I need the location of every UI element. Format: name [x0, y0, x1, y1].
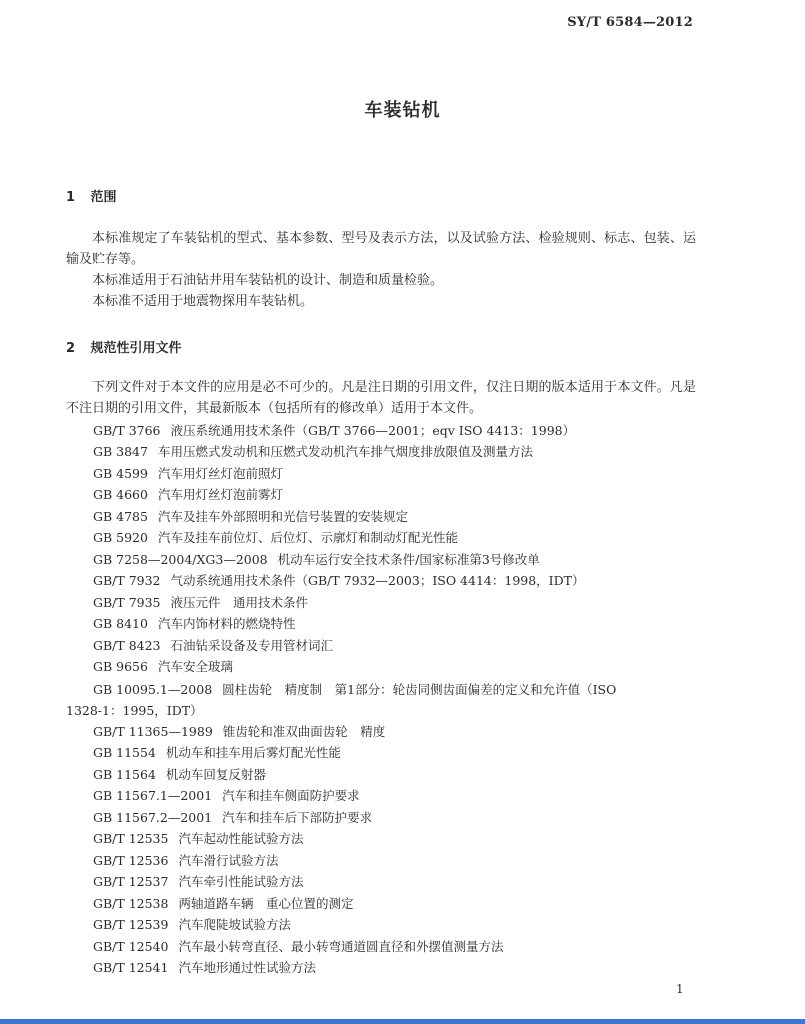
reference-continuation: 1328-1：1995，IDT） [66, 703, 203, 718]
reference-item [93, 937, 503, 955]
reference-item [93, 722, 385, 740]
reference-code: GB/T 12536 [93, 853, 169, 868]
reference-title: 汽车最小转弯直径、最小转弯通道圆直径和外摆值测量方法 [178, 939, 504, 954]
reference-code: GB 5920 [93, 530, 148, 545]
scope-paragraph-1: 本标准规定了车装钻机的型式、基本参数、型号及表示方法，以及试验方法、检验规则、标志、包装、运输及贮存等。 [66, 231, 696, 267]
reference-title: 两轴道路车辆 重心位置的测定 [178, 896, 354, 911]
reference-code: GB/T 12537 [93, 874, 169, 889]
page-number: 1 [676, 982, 684, 996]
reference-title: 车用压燃式发动机和压燃式发动机汽车排气烟度排放限值及测量方法 [157, 444, 533, 459]
reference-code: GB 11564 [93, 767, 156, 782]
section-title: 规范性引用文件 [90, 341, 182, 356]
reference-code: GB/T 7932 [93, 573, 161, 588]
reference-item [93, 786, 360, 804]
reference-title: 机动车回复反射器 [165, 767, 266, 782]
reference-item [93, 872, 303, 890]
reference-title: 汽车安全玻璃 [157, 659, 233, 674]
reference-title: 汽车及挂车前位灯、后位灯、示廓灯和制动灯配光性能 [157, 530, 458, 545]
reference-title: 汽车牵引性能试验方法 [178, 874, 304, 889]
reference-item [93, 765, 266, 783]
references-intro: 下列文件对于本文件的应用是必不可少的。凡是注日期的引用文件，仅注日期的版本适用于本文件。凡是不注日期的引用文件，其最新版本（包括所有的修改单）适用于本文件。 [66, 380, 696, 416]
scope-paragraph-2: 本标准适用于石油钻井用车装钻机的设计、制造和质量检验。 [92, 273, 444, 288]
section-title: 范围 [90, 190, 117, 205]
reference-title: 汽车内饰材料的燃烧特性 [157, 616, 296, 631]
reference-item [93, 571, 584, 589]
reference-title: 汽车和挂车后下部防护要求 [222, 810, 373, 825]
reference-item [93, 657, 233, 675]
reference-code: GB 7258—2004/XG3—2008 [93, 552, 268, 567]
reference-title: 汽车用灯丝灯泡前雾灯 [157, 487, 283, 502]
reference-title: 机动车运行安全技术条件/国家标准第3号修改单 [277, 552, 540, 567]
reference-code: GB 4785 [93, 509, 148, 524]
reference-code: GB/T 12535 [93, 831, 169, 846]
section-2-heading [66, 337, 182, 356]
reference-title: 汽车爬陡坡试验方法 [178, 917, 291, 932]
reference-code: GB 10095.1—2008 [93, 682, 213, 697]
reference-item [93, 442, 533, 460]
scope-paragraph-3: 本标准不适用于地震物探用车装钻机。 [92, 294, 314, 309]
reference-item [93, 743, 341, 761]
reference-item [93, 680, 616, 698]
reference-code: GB/T 11365—1989 [93, 724, 213, 739]
reference-item [93, 958, 316, 976]
section-1-heading [66, 186, 117, 205]
reference-item [93, 829, 303, 847]
reference-title: 锥齿轮和准双曲面齿轮 精度 [222, 724, 386, 739]
bottom-border-bar [0, 1019, 805, 1024]
reference-item [93, 485, 283, 503]
reference-code: GB/T 7935 [93, 595, 161, 610]
reference-code: GB/T 3766 [93, 423, 161, 438]
reference-title: 石油钻采设备及专用管材词汇 [170, 638, 334, 653]
reference-code: GB 3847 [93, 444, 148, 459]
reference-code: GB 11567.1—2001 [93, 788, 213, 803]
reference-item [93, 550, 540, 568]
reference-code: GB/T 12540 [93, 939, 169, 954]
reference-item [93, 464, 283, 482]
section-number: 1 [66, 190, 76, 205]
reference-item [93, 894, 353, 912]
reference-item [93, 636, 333, 654]
reference-code: GB 4599 [93, 466, 148, 481]
reference-item [93, 915, 291, 933]
reference-code: GB 9656 [93, 659, 148, 674]
reference-item [93, 528, 458, 546]
standard-code: SY/T 6584—2012 [567, 15, 693, 30]
reference-title: 汽车滑行试验方法 [178, 853, 279, 868]
reference-title: 液压系统通用技术条件（GB/T 3766—2001；eqv ISO 4413：1998） [170, 423, 576, 438]
reference-code: GB 8410 [93, 616, 148, 631]
reference-item [93, 614, 295, 632]
reference-title: 气动系统通用技术条件（GB/T 7932—2003；ISO 4414：1998，IDT） [170, 573, 585, 588]
reference-item [93, 593, 308, 611]
reference-title: 汽车地形通过性试验方法 [178, 960, 316, 975]
reference-item [93, 421, 575, 439]
reference-code: GB/T 8423 [93, 638, 161, 653]
reference-title: 液压元件 通用技术条件 [170, 595, 309, 610]
reference-item [93, 507, 408, 525]
reference-title: 圆柱齿轮 精度制 第1部分：轮齿同侧齿面偏差的定义和允许值（ISO [222, 682, 617, 697]
reference-code: GB/T 12541 [93, 960, 169, 975]
reference-code: GB 11554 [93, 745, 156, 760]
section-number: 2 [66, 341, 76, 356]
reference-item [93, 808, 372, 826]
reference-title: 汽车及挂车外部照明和光信号装置的安装规定 [157, 509, 408, 524]
reference-title: 汽车用灯丝灯泡前照灯 [157, 466, 283, 481]
reference-code: GB/T 12539 [93, 917, 169, 932]
reference-title: 机动车和挂车用后雾灯配光性能 [165, 745, 341, 760]
reference-title: 汽车起动性能试验方法 [178, 831, 304, 846]
document-title: 车装钻机 [364, 100, 441, 121]
reference-code: GB 4660 [93, 487, 148, 502]
reference-item [93, 851, 278, 869]
reference-code: GB/T 12538 [93, 896, 169, 911]
reference-title: 汽车和挂车侧面防护要求 [222, 788, 360, 803]
reference-code: GB 11567.2—2001 [93, 810, 213, 825]
